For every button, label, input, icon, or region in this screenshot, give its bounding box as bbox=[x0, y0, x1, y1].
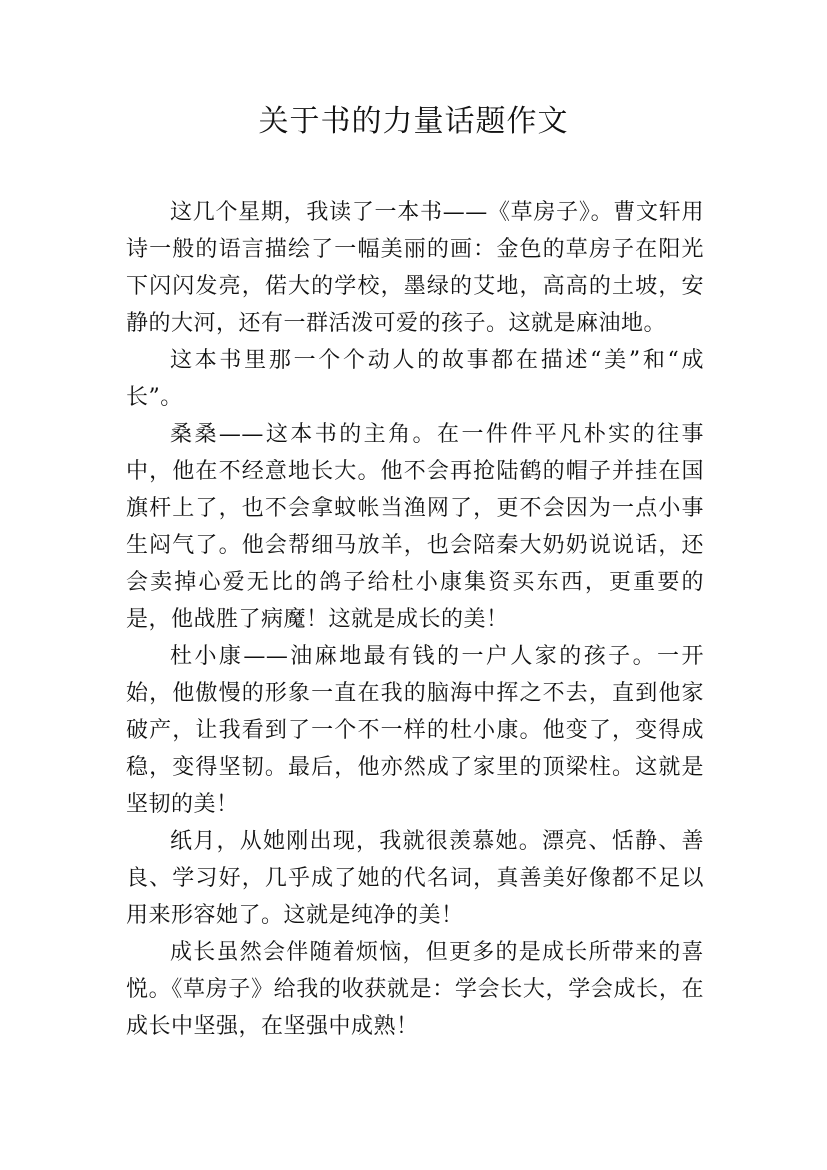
document-title: 关于书的力量话题作文 bbox=[258, 104, 569, 139]
paragraph-intro: 这几个星期，我读了一本书——《草房子》。曹文轩用诗一般的语言描绘了一幅美丽的画：金色的草房子在阳光下闪闪发亮，偌大的学校，墨绿的艾地，高高的土坡，安静的大河，还有一群活泼可爱的孩子。这就是麻油地。 bbox=[126, 200, 704, 336]
paragraph-duxiaokang: 杜小康——油麻地最有钱的一户人家的孩子。一开始，他傲慢的形象一直在我的脑海中挥之不去，直到他家破产，让我看到了一个不一样的杜小康。他变了，变得成稳，变得坚韧。最后，他亦然成了家里的顶梁柱。这就是坚韧的美！ bbox=[126, 644, 704, 817]
paragraph-zhiyue: 纸月，从她刚出现，我就很羡慕她。漂亮、恬静、善良、学习好，几乎成了她的代名词，真善美好像都不足以用来形容她了。这就是纯净的美！ bbox=[126, 829, 704, 928]
document-body bbox=[126, 194, 704, 1045]
paragraph-sangsang: 桑桑——这本书的主角。在一件件平凡朴实的往事中，他在不经意地长大。他不会再抢陆鹤的帽子并挂在国旗杆上了，也不会拿蚊帐当渔网了，更不会因为一点小事生闷气了。他会帮细马放羊，也会陪秦大奶奶说说话，还会卖掉心爱无比的鸽子给杜小康集资买东西，更重要的是，他战胜了病魔！这就是成长的美！ bbox=[126, 422, 704, 632]
paragraph-conclusion: 成长虽然会伴随着烦恼，但更多的是成长所带来的喜悦。《草房子》给我的收获就是：学会长大，学会成长，在成长中坚强，在坚强中成熟！ bbox=[126, 940, 704, 1039]
paragraph-theme: 这本书里那一个个动人的故事都在描述“美”和“成长”。 bbox=[126, 348, 704, 410]
